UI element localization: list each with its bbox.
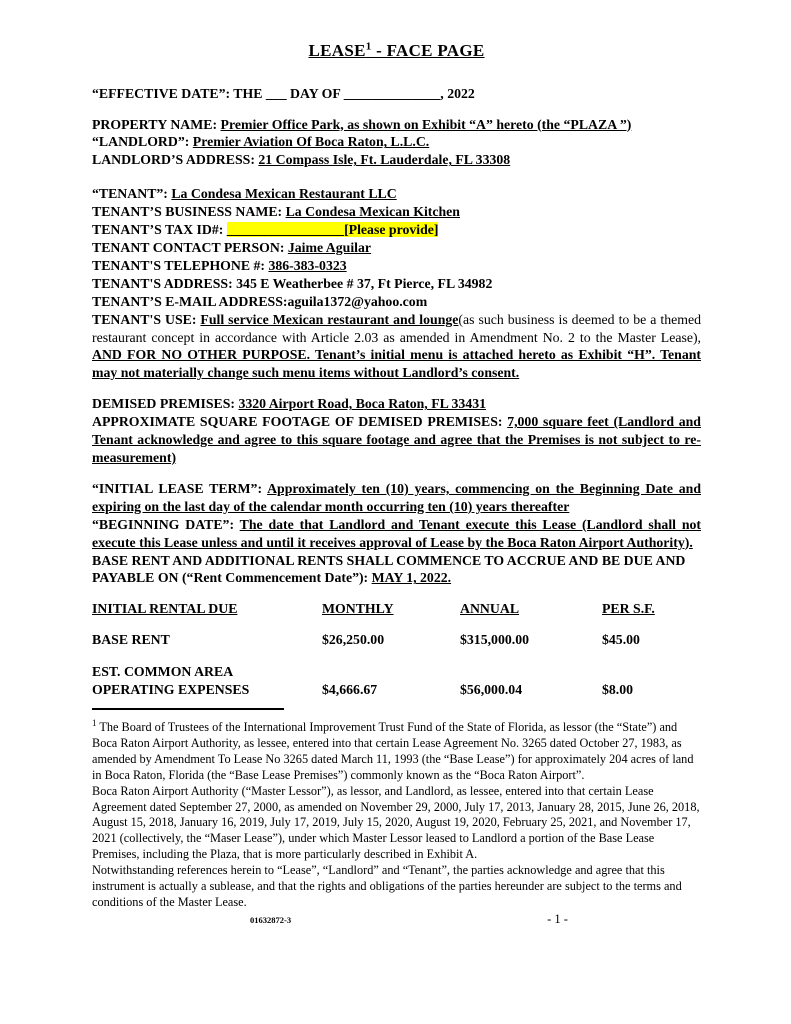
cam-monthly: $4,666.67 — [322, 682, 378, 698]
effective-date-label: “EFFECTIVE DATE”: THE — [92, 85, 266, 101]
tenant-use-restriction: AND FOR NO OTHER PURPOSE. Tenant’s initial menu is attached hereto as Exhibit “H”. Tenant may not materially change such menu items without Landlord’s consent. — [92, 347, 701, 381]
cam-annual: $56,000.04 — [460, 682, 523, 698]
cam-per-sf: $8.00 — [602, 682, 634, 698]
tenant-business-name-label: TENANT’S BUSINESS NAME: — [92, 204, 286, 220]
footnote-text-2: Boca Raton Airport Authority (“Master Lessor”), as lessor, and Landlord, as lessee, entered into that certain Lease Agreement dated September 27, 2000, as amended on November 29, 2000, July 17, 2013, January 28, 2015, June 26, 2018, August 15, 2018, January 16, 2019, July 17, 2019, July 15, 2020, August 19, 2020, February 25, 2021, and November 17, 2021 (collectively, the “Maser Lease”), under which Master Lessor leased to Landlord a portion of the Base Lease Premises, including the Plaza, that is more particularly described in Exhibit A. — [92, 783, 700, 862]
square-footage-value: 7,000 square feet (Landlord and Tenant acknowledge and agree to this square footage and agree that the Premises is not subject to re-measurement) — [92, 414, 701, 465]
footnote-text-3: Notwithstanding references herein to “Lease”, “Landlord” and “Tenant”, the parties acknowledge and agree that this instrument is actually a sublease, and that the rights and obligations of the parties hereunder are subject to the terms and conditions of the Master Lease. — [92, 863, 682, 909]
tenant-tax-id-blank: _________________ — [226, 222, 345, 238]
effective-date-month-blank: ______________ — [343, 85, 441, 101]
base-rent-label: BASE RENT — [92, 632, 170, 648]
landlord-address-line — [92, 151, 701, 169]
tenant-business-name-value: La Condesa Mexican Kitchen — [285, 204, 460, 220]
effective-date-line — [92, 85, 701, 103]
tenant-contact-label: TENANT CONTACT PERSON: — [92, 240, 288, 255]
tenant-label: “TENANT”: — [92, 186, 172, 202]
tenant-tax-id-highlight — [227, 222, 439, 237]
initial-lease-term-label: “INITIAL LEASE TERM”: — [92, 480, 268, 496]
landlord-line — [92, 133, 701, 151]
tenant-use-label: TENANT'S USE: — [92, 311, 201, 327]
demised-premises-label: DEMISED PREMISES: — [92, 396, 239, 412]
tenant-phone-value: 386-383-0323 — [268, 257, 347, 273]
rental-table-header-initial-rental-due: INITIAL RENTAL DUE — [92, 601, 238, 617]
landlord-value: Premier Aviation Of Boca Raton, L.L.C. — [192, 134, 430, 150]
document-body — [92, 85, 701, 699]
landlord-label: “LANDLORD”: — [92, 134, 193, 150]
rental-table-header-annual: ANNUAL — [460, 601, 520, 617]
tenant-address-value: 345 E Weatherbee # 37, Ft Pierce, FL 34982 — [236, 275, 493, 291]
rent-commencement-paragraph — [92, 552, 701, 588]
title-suffix: - FACE PAGE — [371, 40, 485, 60]
lease-term-block — [92, 480, 701, 587]
beginning-date-label: “BEGINNING DATE”: — [92, 516, 240, 532]
cam-label — [92, 663, 322, 699]
tenant-tax-id-note: [Please provide] — [344, 222, 439, 238]
effective-date-day-blank: ___ — [265, 85, 287, 101]
table-row — [92, 663, 701, 699]
property-name-line — [92, 116, 701, 134]
square-footage-paragraph — [92, 413, 701, 467]
footnote-text-1: The Board of Trustees of the International Improvement Trust Fund of the State of Florida, as lessor (the “State”) and Boca Raton Airport Authority, as lessee, entered into that certain Lease Agreement No. 3265 dated October 27, 1983, as amended by Amendment To Lease No 3265 dated March 11, 1993 (the “Base Lease”) for approximately 204 acres of land in Boca Raton, Florida (the “Base Lease Premises”) commonly known as the “Boca Raton Airport”. — [92, 720, 694, 782]
tenant-phone-label: TENANT'S TELEPHONE #: — [92, 257, 269, 273]
tenant-use-paragraph — [92, 311, 701, 383]
initial-rental-table — [92, 600, 701, 699]
tenant-use-value: Full service Mexican restaurant and lounge — [200, 311, 459, 327]
base-rent-monthly: $26,250.00 — [322, 632, 385, 648]
premises-block — [92, 395, 701, 467]
initial-lease-term-value: Approximately ten (10) years, commencing on the Beginning Date and expiring on the last day of the calendar month occurring ten (10) years thereafter — [92, 480, 701, 514]
rent-commencement-sentence: BASE RENT AND ADDITIONAL RENTS SHALL COMMENCE TO ACCRUE AND BE DUE AND PAYABLE ON (“Rent Commencement Date”): — [92, 552, 686, 586]
footnote-paragraph-3 — [92, 863, 701, 911]
rent-commencement-date: MAY 1, 2022. — [371, 570, 452, 586]
tenant-address-line — [92, 275, 701, 293]
tenant-email-line — [92, 293, 701, 311]
demised-premises-line — [92, 395, 701, 413]
beginning-date-value: The date that Landlord and Tenant execute this Lease (Landlord shall not execute this Lease unless and until it receives approval of Lease by the Boca Raton Airport Authority). — [92, 516, 701, 550]
base-rent-annual: $315,000.00 — [460, 632, 529, 648]
tenant-email-label: TENANT’S E-MAIL ADDRESS: — [92, 293, 288, 309]
tenant-business-name-line — [92, 203, 701, 221]
tenant-tax-id-line — [92, 221, 701, 239]
title-main: LEASE — [308, 40, 366, 60]
footnote-marker: 1 — [92, 717, 97, 728]
table-row — [92, 631, 701, 649]
tenant-address-label: TENANT'S ADDRESS: — [92, 275, 237, 291]
page-title — [92, 40, 701, 61]
tenant-tax-id-label: TENANT’S TAX ID#: — [92, 222, 227, 238]
tenant-contact-value: Jaime Aguilar — [287, 240, 372, 255]
effective-date-year: , 2022 — [440, 85, 475, 101]
initial-lease-term-paragraph — [92, 480, 701, 516]
demised-premises-value: 3320 Airport Road, Boca Raton, FL 33431 — [238, 396, 487, 412]
landlord-address-value: 21 Compass Isle, Ft. Lauderdale, FL 33308 — [258, 152, 511, 168]
effective-date-middle: DAY OF — [286, 85, 344, 101]
footnote-paragraph-1 — [92, 716, 701, 784]
page-number: - 1 - — [547, 911, 568, 926]
document-control-number: 01632872-3 — [250, 914, 292, 925]
property-name-label: PROPERTY NAME: — [92, 116, 221, 132]
tenant-use-plain-text: (as such business is deemed to be a themed restaurant concept in accordance with Article 2.03 as amended in Amendment No. 2 to the Master Lease), — [92, 311, 701, 345]
title-footnote-marker: 1 — [365, 40, 372, 52]
tenant-block — [92, 185, 701, 310]
tenant-value: La Condesa Mexican Restaurant LLC — [171, 186, 397, 202]
tenant-email-value: aguila1372@yahoo.com — [287, 293, 428, 309]
tenant-line — [92, 185, 701, 203]
property-block — [92, 116, 701, 170]
square-footage-label: APPROXIMATE SQUARE FOOTAGE OF DEMISED PREMISES: — [92, 414, 508, 430]
beginning-date-paragraph — [92, 516, 701, 552]
landlord-address-label: LANDLORD’S ADDRESS: — [92, 152, 259, 168]
footnote-separator — [92, 708, 284, 710]
cam-label-line1: EST. COMMON AREA — [92, 664, 234, 680]
footnote-block — [92, 716, 701, 911]
footnote-paragraph-2 — [92, 784, 701, 864]
base-rent-per-sf: $45.00 — [602, 632, 640, 648]
rental-table-header-per-sf: PER S.F. — [602, 601, 655, 617]
tenant-contact-line — [92, 239, 701, 257]
rental-table-header-monthly: MONTHLY — [322, 601, 394, 617]
property-name-value: Premier Office Park, as shown on Exhibit “A” hereto (the “PLAZA ”) — [220, 116, 632, 132]
cam-label-line2: OPERATING EXPENSES — [92, 682, 250, 698]
page-footer — [92, 912, 701, 927]
tenant-phone-line — [92, 257, 701, 275]
rental-table-header-row — [92, 600, 701, 618]
